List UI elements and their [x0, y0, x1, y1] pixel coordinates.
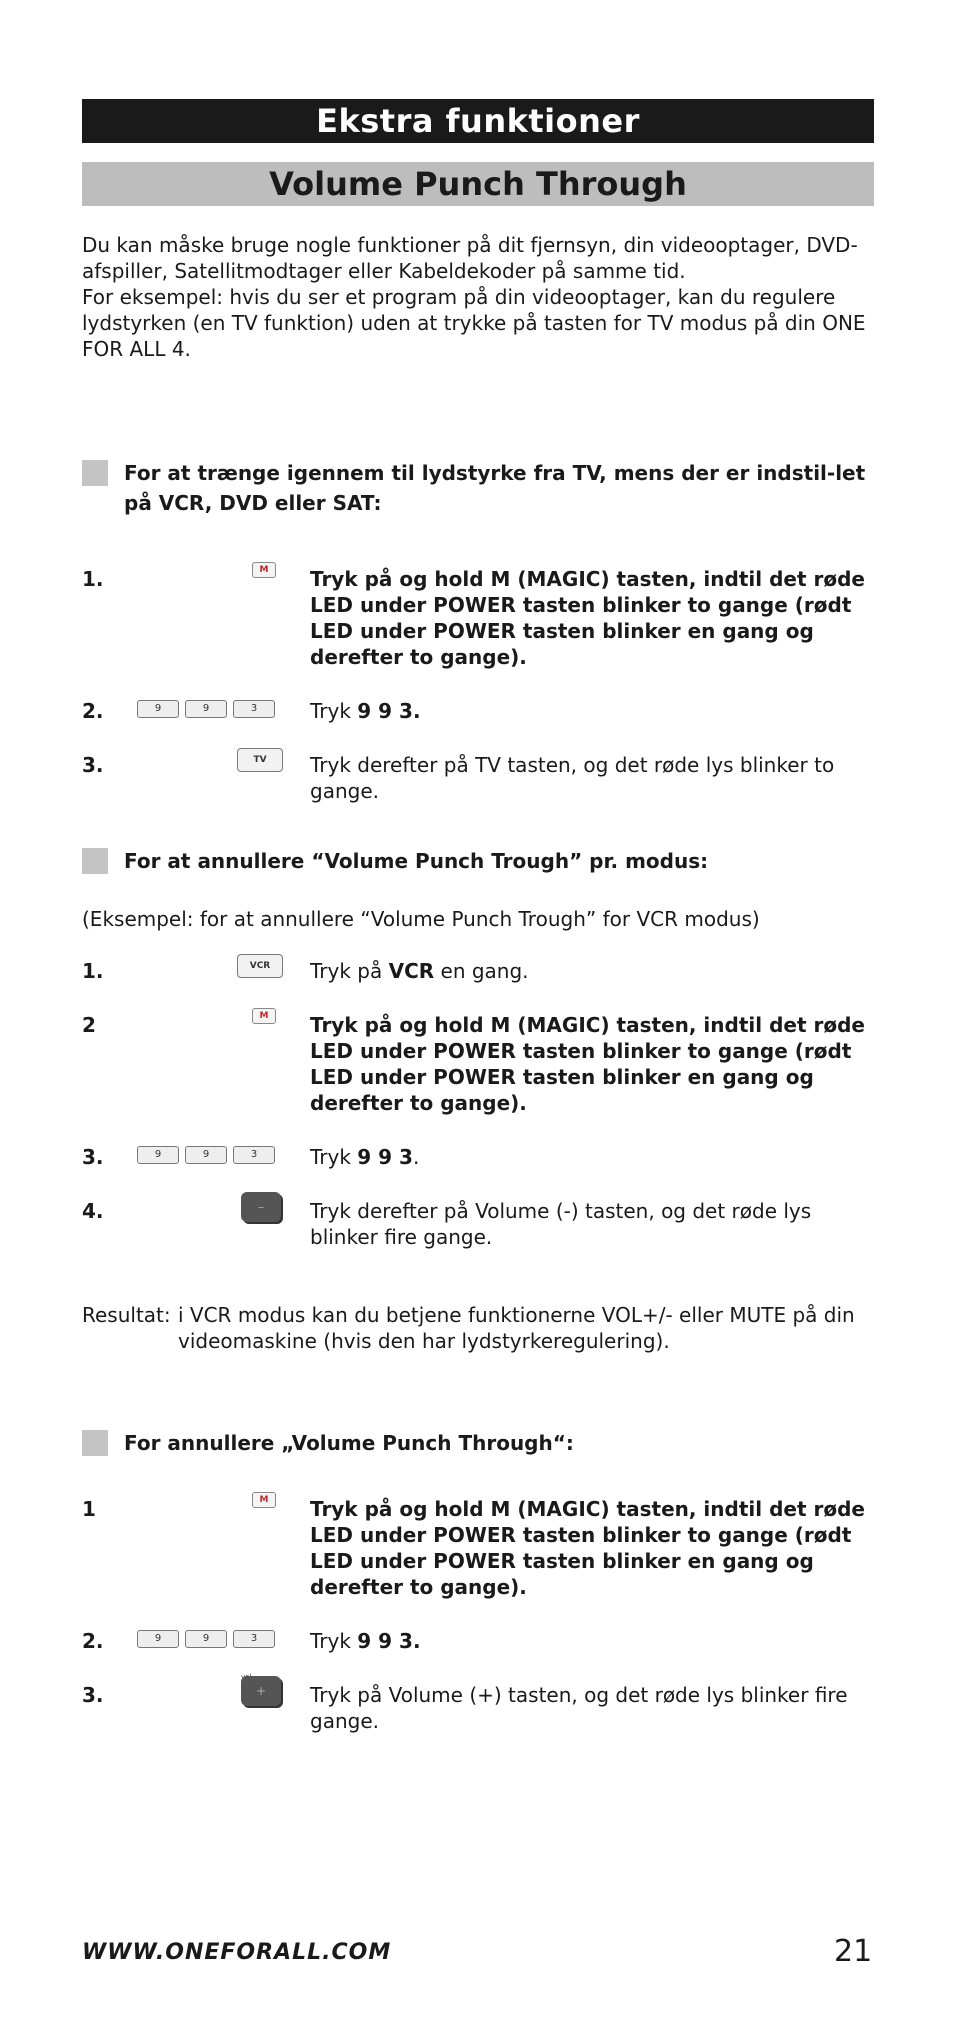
intro-line-1: Du kan måske bruge nogle funktioner på dit fjernsyn, din videooptager, DVD-afspiller, Satellitmodtager eller Kabeldekoder på samme tid. — [82, 233, 858, 283]
page-title: Ekstra funktioner — [82, 99, 874, 143]
vcr-key-icon: VCR — [237, 954, 283, 978]
bullet-square-icon — [82, 1430, 108, 1456]
magic-key-icon: M — [252, 1008, 276, 1024]
volume-down-key-icon: – — [241, 1192, 281, 1222]
digit-9-key-icon: 9 — [137, 1630, 179, 1648]
section-3 — [82, 1428, 874, 1734]
digit-3-key-icon: 3 — [233, 700, 275, 718]
manual-page — [82, 99, 874, 362]
digit-9-key-icon: 9 — [185, 1146, 227, 1164]
section-2-step-1: 1. VCR Tryk på VCR en gang. — [82, 946, 874, 986]
section-3-step-1: 1 M Tryk på og hold M (MAGIC) tasten, indtil det røde LED under POWER tasten blinker to gange (rødt LED under POWER tasten blinker en gang og derefter to gange). — [82, 1484, 874, 1600]
website-url: WWW.ONEFORALL.COM — [82, 1940, 392, 1965]
magic-key-icon: M — [252, 1492, 276, 1508]
digit-9-key-icon: 9 — [185, 1630, 227, 1648]
section-3-step-2: 2. 9 9 3 Tryk 9 9 3. — [82, 1629, 421, 1653]
section-3-heading: For annullere „Volume Punch Through“: — [82, 1428, 874, 1458]
section-2-step-2: 2 M Tryk på og hold M (MAGIC) tasten, indtil det røde LED under POWER tasten blinker to gange (rødt LED under POWER tasten blinker en gang og derefter to gange). — [82, 1000, 874, 1116]
section-1-step-1: 1. M Tryk på og hold M (MAGIC) tasten, indtil det røde LED under POWER tasten blinker to gange (rødt LED under POWER tasten blinker en gang og derefter to gange). — [82, 554, 874, 670]
result-note: Resultat: i VCR modus kan du betjene funktionerne VOL+/- eller MUTE på din videomaskine (hvis den har lydstyrkeregulering). — [82, 1303, 855, 1353]
section-title: Volume Punch Through — [82, 162, 874, 206]
digit-9-key-icon: 9 — [137, 1146, 179, 1164]
volume-up-key-icon: + — [241, 1676, 281, 1706]
digit-3-key-icon: 3 — [233, 1630, 275, 1648]
section-1 — [82, 458, 874, 804]
section-2-step-4: 4. – Tryk derefter på Volume (-) tasten, og det røde lys blinker fire gange. — [82, 1186, 874, 1250]
section-2-step-3: 3. 9 9 3 Tryk 9 9 3. — [82, 1145, 420, 1169]
page-number: 21 — [834, 1934, 873, 1969]
digit-9-key-icon: 9 — [185, 700, 227, 718]
example-note: (Eksempel: for at annullere “Volume Punch Trough” for VCR modus) — [82, 907, 760, 931]
section-3-step-3: 3. + Tryk på Volume (+) tasten, og det røde lys blinker fire gange. — [82, 1670, 874, 1734]
magic-key-icon: M — [252, 562, 276, 578]
digit-9-key-icon: 9 — [137, 700, 179, 718]
section-2 — [82, 846, 874, 1354]
bullet-square-icon — [82, 460, 108, 486]
section-1-heading: For at trænge igennem til lydstyrke fra TV, mens der er indstil-let på VCR, DVD eller SAT: — [82, 458, 874, 518]
intro-line-2: For eksempel: hvis du ser et program på din videooptager, kan du regulere lydstyrken (en TV funktion) uden at trykke på tasten for TV modus på din ONE FOR ALL 4. — [82, 285, 866, 361]
section-1-step-2: 2. 9 9 3 Tryk 9 9 3. — [82, 699, 421, 723]
intro-text — [82, 232, 874, 362]
digit-3-key-icon: 3 — [233, 1146, 275, 1164]
tv-key-icon: TV — [237, 748, 283, 772]
section-1-step-3: 3. TV Tryk derefter på TV tasten, og det røde lys blinker to gange. — [82, 740, 874, 804]
section-2-heading: For at annullere “Volume Punch Trough” pr. modus: — [82, 846, 874, 876]
bullet-square-icon — [82, 848, 108, 874]
